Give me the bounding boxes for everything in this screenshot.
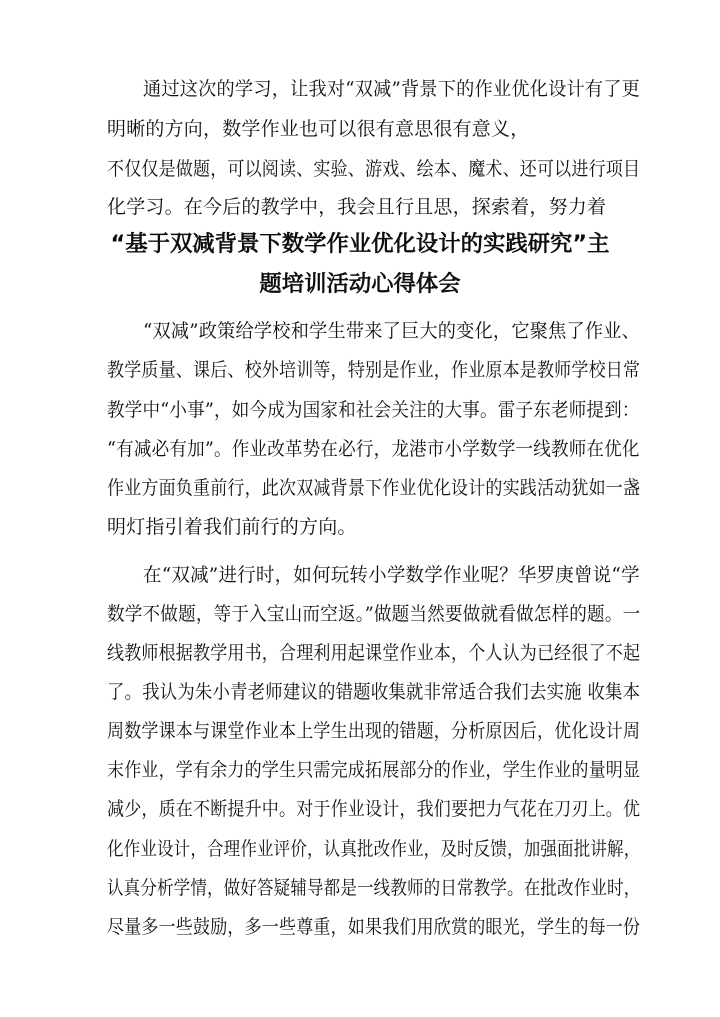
paragraph-2-line-4: 了。我认为朱小青老师建议的错题收集就非常适合我们去实施 收集本 xyxy=(107,681,641,703)
paragraph-2-line-6: 末作业，学有余力的学生只需完成拓展部分的作业，学生作业的量明显 xyxy=(107,759,641,781)
paragraph-2-line-7: 减少，质在不断提升中。对于作业设计，我们要把力气花在刀刃上。优 xyxy=(107,798,641,820)
intro-line-4: 化学习。在今后的教学中，我会且行且思，探索着，努力着 xyxy=(107,196,607,218)
paragraph-2-line-10: 尽量多一些鼓励，多一些尊重，如果我们用欣赏的眼光，学生的每一份 xyxy=(107,916,641,938)
paragraph-1-line-3: 教学中“小事”，如今成为国家和社会关注的大事。雷子东老师提到： xyxy=(107,399,640,421)
paragraph-2-line-3: 线教师根据教学用书，合理利用起课堂作业本，个人认为已经很了不起 xyxy=(107,642,641,664)
paragraph-2-line-2: 数学不做题，等于入宝山而空返。”做题当然要做就看做怎样的题。一 xyxy=(107,603,641,625)
paragraph-1-line-6: 明灯指引着我们前行的方向。 xyxy=(107,516,357,538)
paragraph-1-line-2: 教学质量、课后、校外培训等，特别是作业，作业原本是教师学校日常 xyxy=(107,359,641,381)
intro-line-1: 通过这次的学习，让我对“双减”背景下的作业优化设计有了更 xyxy=(143,78,641,100)
paragraph-1-line-5: 作业方面负重前行，此次双减背景下作业优化设计的实践活动犹如一盏 xyxy=(107,477,641,499)
document-title-line-2: 题培训活动心得体会 xyxy=(259,271,461,297)
intro-line-3: 不仅仅是做题，可以阅读、实验、游戏、绘本、魔术、还可以进行项目 xyxy=(107,158,641,180)
paragraph-1-line-4: “有减必有加”。作业改革势在必行，龙港市小学数学一线教师在优化 xyxy=(107,438,640,460)
paragraph-1-line-1: “双减”政策给学校和学生带来了巨大的变化，它聚焦了作业、 xyxy=(143,320,641,342)
document-title-line-1: “基于双减背景下数学作业优化设计的实践研究”主 xyxy=(110,231,610,257)
paragraph-2-line-9: 认真分析学情，做好答疑辅导都是一线教师的日常教学。在批改作业时， xyxy=(107,877,641,899)
paragraph-2-line-5: 周数学课本与课堂作业本上学生出现的错题，分析原因后，优化设计周 xyxy=(107,720,641,742)
intro-line-2: 明晰的方向，数学作业也可以很有意思很有意义， xyxy=(107,118,530,140)
paragraph-2-line-8: 化作业设计，合理作业评价，认真批改作业，及时反馈，加强面批讲解， xyxy=(107,838,641,860)
paragraph-2-line-1: 在“双减”进行时，如何玩转小学数学作业呢？华罗庚曾说“学 xyxy=(143,564,640,586)
